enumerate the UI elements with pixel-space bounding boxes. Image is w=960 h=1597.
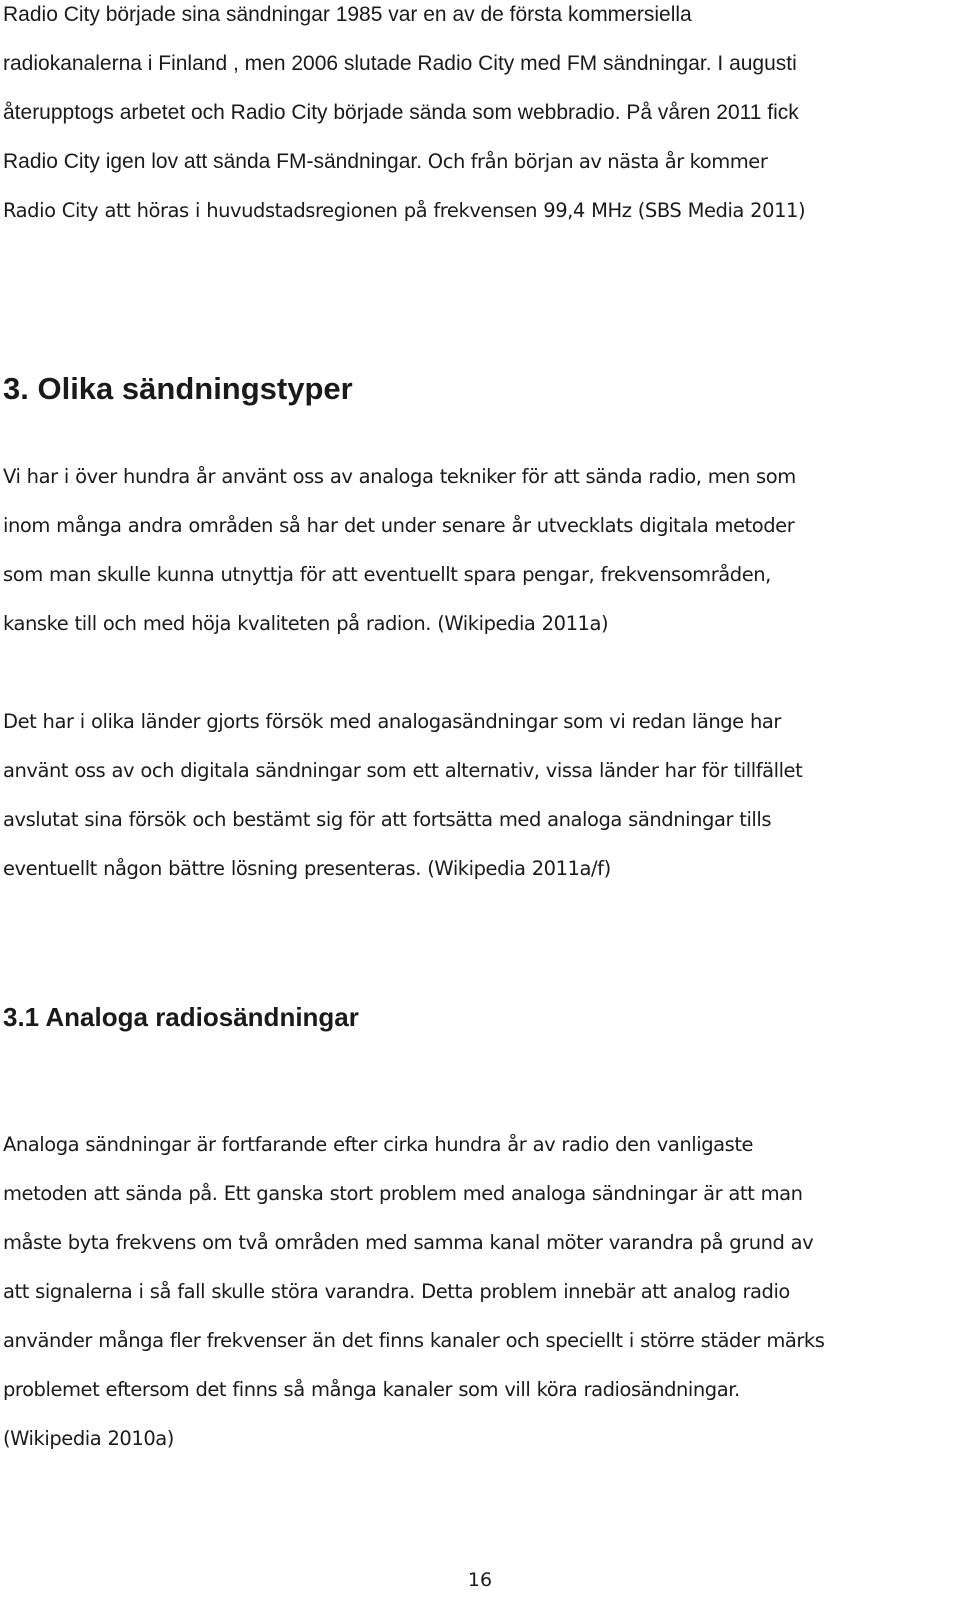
section31-paragraph (3, 1120, 953, 1463)
intro-line-mixed (3, 137, 953, 186)
paragraph-line: Analoga sändningar är fortfarande efter cirka hundra år av radio den vanligaste (3, 1133, 754, 1156)
page-number: 16 (467, 1569, 493, 1591)
intro-line-sans-part: Och från början av nästa år kommer (422, 150, 768, 173)
subsection-heading: 3.1 Analoga radiosändningar (3, 1002, 359, 1032)
intro-paragraph-end (3, 186, 953, 235)
intro-line: radiokanalerna i Finland , men 2006 slutade Radio City med FM sändningar. I augusti (3, 52, 797, 75)
paragraph-line: att signalerna i så fall skulle störa varandra. Detta problem innebär att analog radio (3, 1280, 790, 1303)
paragraph-line: Det har i olika länder gjorts försök med analogasändningar som vi redan länge har (3, 710, 781, 733)
paragraph-line: metoden att sända på. Ett ganska stort problem med analoga sändningar är att man (3, 1182, 803, 1205)
intro-line-arial-part: Radio City igen lov att sända FM-sändningar. (3, 150, 423, 173)
paragraph-line: (Wikipedia 2010a) (3, 1427, 174, 1450)
paragraph-line: eventuellt någon bättre lösning presenteras. (Wikipedia 2011a/f) (3, 857, 611, 880)
paragraph-line: avslutat sina försök och bestämt sig för att fortsätta med analoga sändningar tills (3, 808, 772, 831)
paragraph-line: som man skulle kunna utnyttja för att eventuellt spara pengar, frekvensområden, (3, 563, 771, 586)
section3-paragraph-2 (3, 697, 953, 893)
intro-line: återupptogs arbetet och Radio City började sända som webbradio. På våren 2011 fick (3, 101, 799, 124)
paragraph-line: kanske till och med höja kvaliteten på radion. (Wikipedia 2011a) (3, 612, 609, 635)
paragraph-line: måste byta frekvens om två områden med samma kanal möter varandra på grund av (3, 1231, 814, 1254)
intro-paragraph (3, 0, 953, 186)
intro-line: Radio City började sina sändningar 1985 var en av de första kommersiella (3, 3, 692, 26)
paragraph-line: använder många fler frekvenser än det finns kanaler och speciellt i större städer märks (3, 1329, 825, 1352)
section3-paragraph-1 (3, 452, 953, 648)
intro-line: Radio City att höras i huvudstadsregionen på frekvensen 99,4 MHz (SBS Media 2011) (3, 199, 806, 222)
paragraph-line: inom många andra områden så har det under senare år utvecklats digitala metoder (3, 514, 795, 537)
paragraph-line: Vi har i över hundra år använt oss av analoga tekniker för att sända radio, men som (3, 465, 796, 488)
section-heading: 3. Olika sändningstyper (3, 371, 353, 406)
paragraph-line: använt oss av och digitala sändningar som ett alternativ, vissa länder har för tillfället (3, 759, 803, 782)
paragraph-line: problemet eftersom det finns så många kanaler som vill köra radiosändningar. (3, 1378, 740, 1401)
